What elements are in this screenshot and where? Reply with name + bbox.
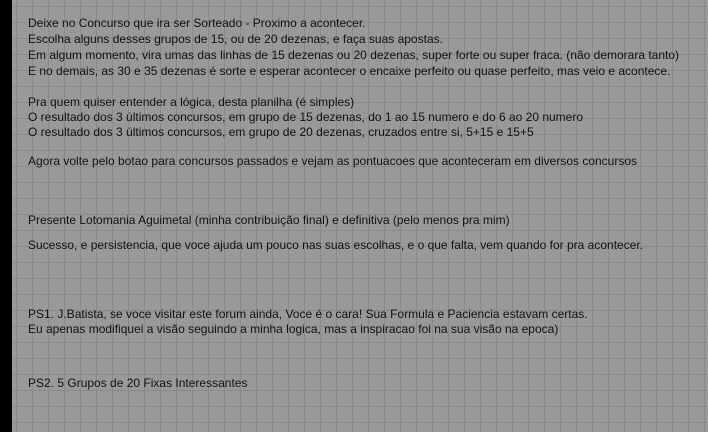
text-line-13: PS2. 5 Grupos de 20 Fixas Interessantes bbox=[28, 376, 248, 390]
text-line-7: O resultado dos 3 últimos concursos, em grupo de 20 dezenas, cruzados entre si, 5+15 e 15+5 bbox=[28, 125, 534, 139]
text-line-10: Sucesso, e persistencia, que voce ajuda um pouco nas suas escolhas, e o que falta, vem quando for pra acontecer. bbox=[28, 238, 644, 252]
spreadsheet-area bbox=[12, 0, 708, 432]
text-line-11: PS1. J.Batista, se voce visitar este forum ainda, Voce é o cara! Sua Formula e Paciencia estavam certas. bbox=[28, 307, 588, 321]
text-line-3: Em algum momento, vira umas das linhas de 15 dezenas ou 20 dezenas, super forte ou super fraca. (não demorara tanto) bbox=[28, 48, 680, 62]
text-line-4: E no demais, as 30 e 35 dezenas é sorte e esperar acontecer o encaixe perfeito ou quase perfeito, mas veio e acontece. bbox=[28, 64, 671, 78]
text-line-9: Presente Lotomania Aguimetal (minha contribuição final) e definitiva (pelo menos pra mim) bbox=[28, 213, 510, 227]
text-line-5: Pra quem quiser entender a lógica, desta planilha (é simples) bbox=[28, 95, 355, 109]
text-line-2: Escolha alguns desses grupos de 15, ou de 20 dezenas, e faça suas apostas. bbox=[28, 32, 443, 46]
text-line-6: O resultado dos 3 últimos concursos, em grupo de 15 dezenas, do 1 ao 15 numero e do 6 ao 20 numero bbox=[28, 110, 584, 124]
text-line-1: Deixe no Concurso que ira ser Sorteado - Proximo a acontecer. bbox=[28, 16, 366, 30]
text-line-8: Agora volte pelo botao para concursos passados e vejam as pontuacoes que aconteceram em diversos concursos bbox=[28, 154, 638, 168]
text-line-12: Eu apenas modifiquei a visão seguindo a minha logica, mas a inspiracao foi na sua visão na epoca) bbox=[28, 322, 559, 336]
